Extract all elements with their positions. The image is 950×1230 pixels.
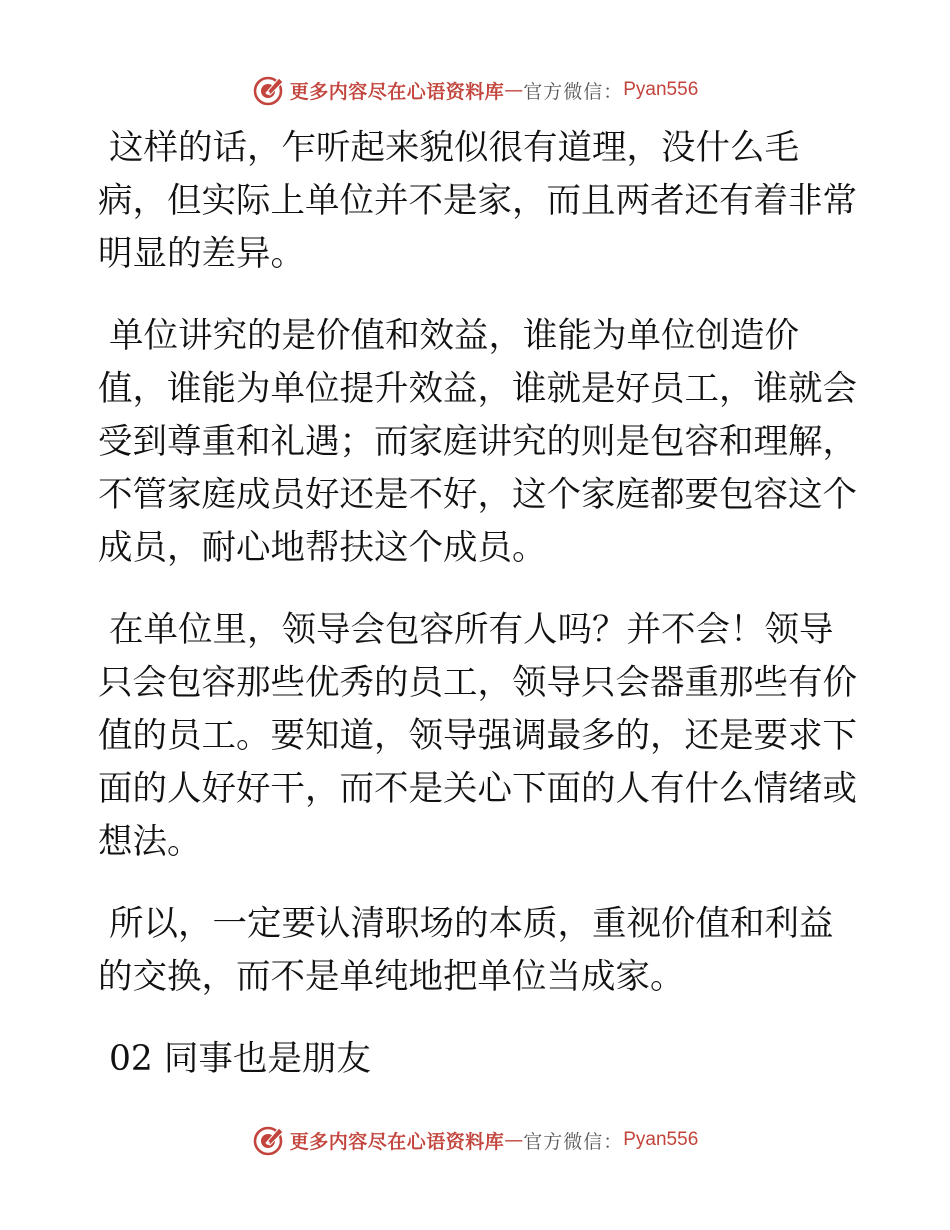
banner-main-text: 更多内容尽在心语资料库 [289,1130,505,1153]
header-banner [0,70,950,110]
banner-dash: — [504,1129,524,1151]
banner-sub-text: 官方微信： [523,1130,624,1153]
section-heading: 02 同事也是朋友 [98,1039,371,1079]
pen-nib-logo-icon [252,1123,286,1157]
banner-wechat-handle: Pyan556 [623,1129,699,1150]
paragraph-4: 所以，一定要认清职场的本质，重视价值和利益的交换，而不是单纯地把单位当成家。 [98,904,834,997]
paragraph-1: 这样的话，乍听起来貌似很有道理，没什么毛病，但实际上单位并不是家，而且两者还有着非常明显的差异。 [98,128,857,274]
banner-dash: — [504,79,524,101]
footer-banner [0,1120,950,1160]
banner-main-text: 更多内容尽在心语资料库 [289,80,505,103]
paragraph-2: 单位讲究的是价值和效益，谁能为单位创造价值，谁能为单位提升效益，谁就是好员工，谁就会受到尊重和礼遇；而家庭讲究的则是包容和理解，不管家庭成员好还是不好，这个家庭都要包容这个成员，耐心地帮扶这个成员。 [98,316,857,568]
pen-nib-logo-icon [252,73,286,107]
article-body [98,122,858,1086]
banner-sub-text: 官方微信： [523,80,624,103]
banner-wechat-handle: Pyan556 [623,79,699,100]
paragraph-3: 在单位里，领导会包容所有人吗？并不会！领导只会包容那些优秀的员工，领导只会器重那些有价值的员工。要知道，领导强调最多的，还是要求下面的人好好干，而不是关心下面的人有什么情绪或想法。 [98,610,857,862]
